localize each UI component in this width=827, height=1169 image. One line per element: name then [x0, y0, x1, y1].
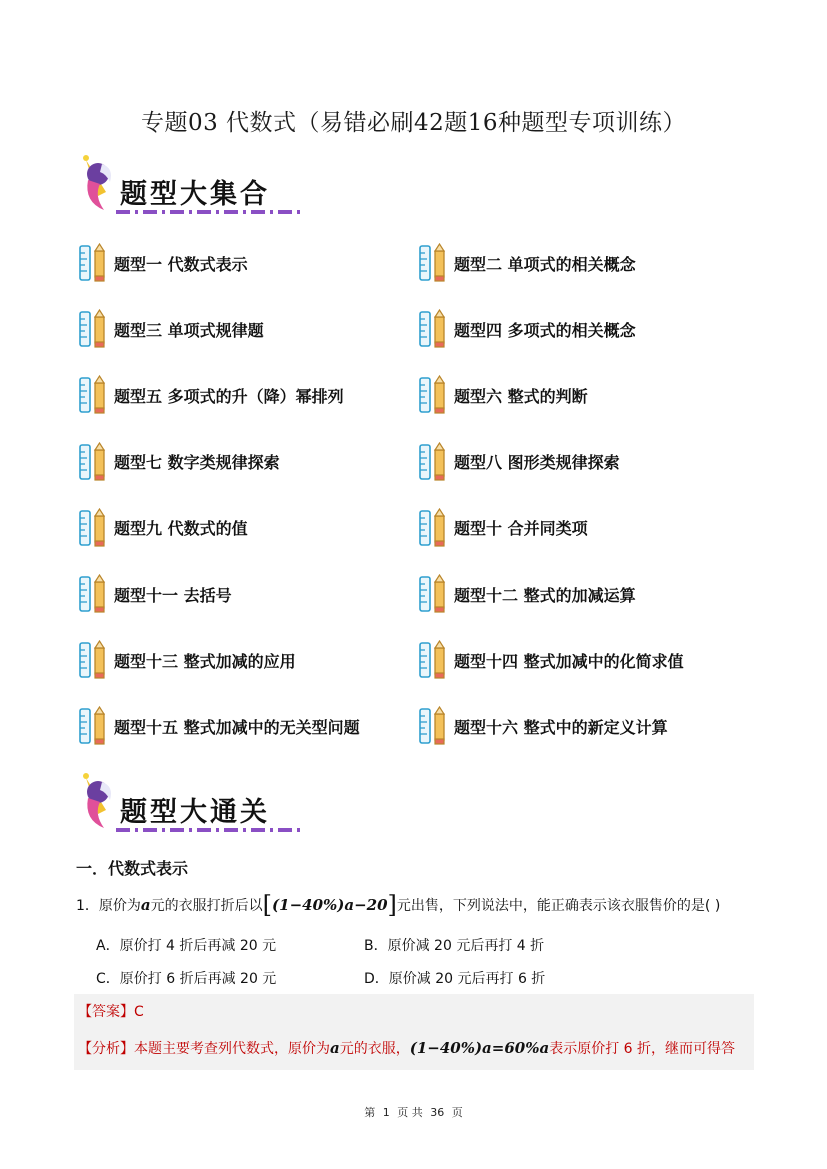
question-type-item — [78, 508, 248, 548]
bracket-close: ] — [387, 891, 397, 919]
section-heading: 一．代数式表示 — [76, 859, 189, 878]
footer-suffix: 页 — [451, 1106, 463, 1119]
question-type-label: 题型十一 去括号 — [114, 585, 232, 605]
question-text-mid: 元的衣服打折后以 — [150, 898, 263, 914]
question-type-item — [418, 508, 588, 548]
analysis-text-mid: 元的衣服， — [339, 1041, 410, 1057]
question-type-label: 题型十六 整式中的新定义计算 — [454, 717, 668, 737]
question-type-item — [78, 574, 232, 614]
question-type-item — [418, 706, 668, 746]
analysis-expression: (1−40%)a=60%a — [409, 1039, 550, 1057]
answer-line — [78, 1001, 144, 1021]
question-type-item — [418, 574, 636, 614]
question-type-item — [78, 309, 264, 349]
ruler-pencil-icon — [418, 508, 452, 548]
ruler-pencil-icon — [78, 508, 112, 548]
question-type-label: 题型六 整式的判断 — [454, 386, 588, 406]
ruler-pencil-icon — [78, 640, 112, 680]
question-type-label: 题型十二 整式的加减运算 — [454, 585, 636, 605]
price-expression: (1−40%)a−20 — [272, 896, 388, 914]
ruler-pencil-icon — [418, 706, 452, 746]
question-type-label: 题型五 多项式的升（降）幂排列 — [114, 386, 344, 406]
answer-value: C — [134, 1004, 144, 1020]
answer-label: 【答案】 — [78, 1004, 134, 1020]
question-type-item — [418, 442, 620, 482]
banner-question-pass — [76, 770, 306, 840]
question-type-item — [78, 640, 296, 680]
question-type-item — [78, 375, 344, 415]
question-type-label: 题型十四 整式加减中的化简求值 — [454, 651, 684, 671]
analysis-line — [78, 1038, 735, 1058]
question-type-item — [78, 442, 280, 482]
banner-title: 题型大集合 — [120, 179, 270, 210]
question-number: 1． — [76, 898, 99, 914]
ruler-pencil-icon — [418, 574, 452, 614]
question-type-item — [78, 243, 248, 283]
ruler-pencil-icon — [418, 442, 452, 482]
footer-total-pages: 36 — [430, 1106, 445, 1119]
ruler-pencil-icon — [418, 375, 452, 415]
option-b: B．原价减 20 元后再打 4 折 — [364, 938, 545, 954]
question-type-label: 题型十 合并同类项 — [454, 519, 588, 539]
banner-question-collection — [76, 152, 306, 222]
page-footer — [0, 1104, 827, 1120]
question-type-label: 题型二 单项式的相关概念 — [454, 254, 636, 274]
ruler-pencil-icon — [78, 375, 112, 415]
analysis-label: 【分析】 — [78, 1041, 134, 1057]
analysis-text-after: 表示原价打 6 折，继而可得答 — [549, 1041, 736, 1057]
question-type-label: 题型十五 整式加减中的无关型问题 — [114, 717, 360, 737]
question-text-after: 元出售，下列说法中，能正确表示该衣服售价的是( ) — [396, 898, 721, 914]
analysis-text-before: 本题主要考查列代数式，原价为 — [134, 1041, 330, 1057]
option-a: A．原价打 4 折后再减 20 元 — [96, 938, 277, 954]
question-type-label: 题型三 单项式规律题 — [114, 320, 264, 340]
option-c: C．原价打 6 折后再减 20 元 — [96, 971, 277, 987]
ruler-pencil-icon — [418, 243, 452, 283]
page-title: 专题03 代数式（易错必刷42题16种题型专项训练） — [140, 110, 687, 136]
footer-page-number: 1 — [382, 1106, 390, 1119]
ruler-pencil-icon — [78, 574, 112, 614]
variable-a: a — [140, 896, 151, 914]
footer-mid: 页 共 — [397, 1106, 423, 1119]
ruler-pencil-icon — [78, 243, 112, 283]
question-type-label: 题型八 图形类规律探索 — [454, 453, 620, 473]
question-type-item — [418, 640, 684, 680]
banner-title: 题型大通关 — [120, 797, 270, 828]
question-type-label: 题型七 数字类规律探索 — [114, 453, 280, 473]
ruler-pencil-icon — [78, 309, 112, 349]
ruler-pencil-icon — [418, 309, 452, 349]
option-d: D．原价减 20 元后再打 6 折 — [364, 971, 546, 987]
ruler-pencil-icon — [78, 442, 112, 482]
question-text-before: 原价为 — [98, 898, 141, 914]
footer-prefix: 第 — [364, 1106, 376, 1119]
question-type-item — [418, 375, 588, 415]
ruler-pencil-icon — [78, 706, 112, 746]
ruler-pencil-icon — [418, 640, 452, 680]
question-type-label: 题型九 代数式的值 — [114, 519, 248, 539]
question-1 — [76, 892, 776, 919]
question-type-item — [418, 243, 636, 283]
question-type-label: 题型一 代数式表示 — [114, 254, 248, 274]
bracket-open: [ — [262, 891, 273, 919]
question-type-item — [418, 309, 636, 349]
question-type-label: 题型四 多项式的相关概念 — [454, 320, 636, 340]
question-type-item — [78, 706, 360, 746]
analysis-variable-a: a — [330, 1039, 340, 1057]
answer-box — [74, 994, 754, 1070]
question-type-label: 题型十三 整式加减的应用 — [114, 651, 296, 671]
